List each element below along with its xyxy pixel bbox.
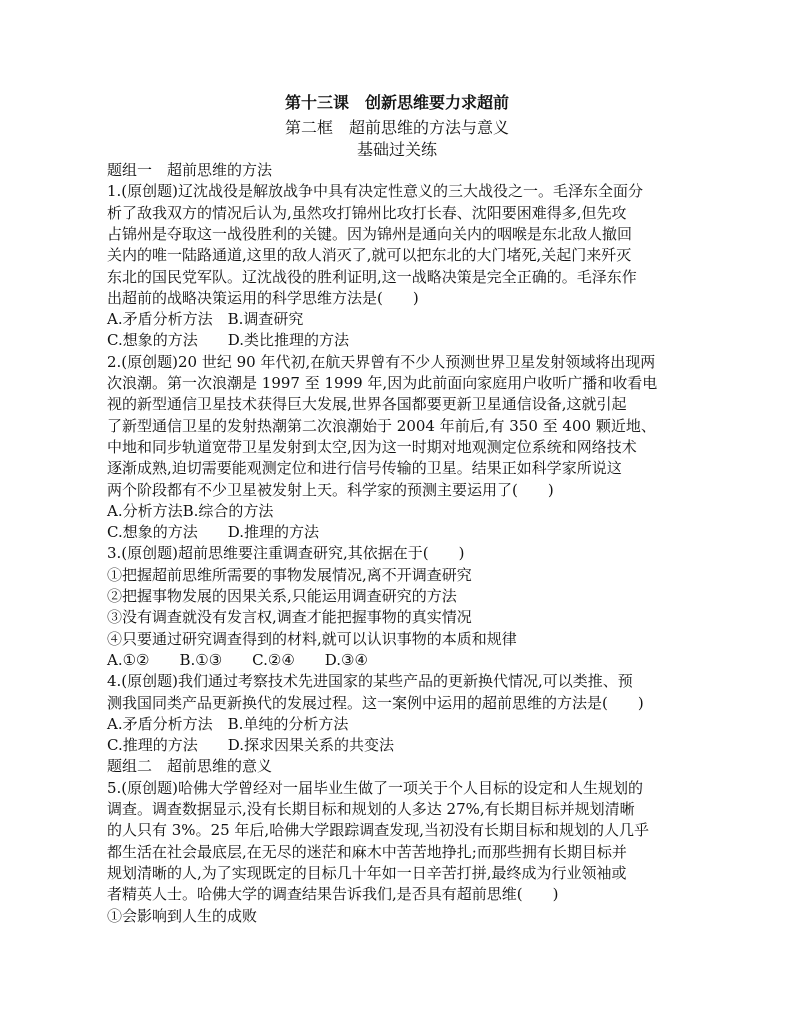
text-line: 题组一 超前思维的方法 bbox=[107, 161, 273, 179]
text-line: 中地和同步轨道宽带卫星发射到太空,因为这一时期对地观测定位系统和网络技术 bbox=[107, 437, 637, 456]
text-line: 视的新型通信卫星技术获得巨大发展,世界各国都要更新卫星通信设备,这就引起 bbox=[107, 395, 627, 414]
text-line: ③没有调查就没有发言权,调查才能把握事物的真实情况 bbox=[107, 608, 472, 627]
text-line: 了新型通信卫星的发射热潮第二次浪潮始于 2004 年前后,有 350 至 400 颗近地、 bbox=[107, 416, 656, 435]
text-line: 测我国同类产品更新换代的发展过程。这一案例中运用的超前思维的方法是( ) bbox=[107, 693, 644, 712]
frame-title: 第二框 超前思维的方法与意义 bbox=[284, 118, 509, 137]
text-line: 1.(原创题)辽沈战役是解放战争中具有决定性意义的三大战役之一。毛泽东全面分 bbox=[107, 182, 644, 201]
text-line: 2.(原创题)20 世纪 90 年代初,在航天界曾有不少人预测世界卫星发射领域将出现两 bbox=[107, 352, 656, 371]
text-line: 题组二 超前思维的意义 bbox=[107, 757, 273, 776]
text-line: 两个阶段都有不少卫星被发射上天。科学家的预测主要运用了( ) bbox=[107, 480, 554, 499]
lesson-title: 第十三课 创新思维要力求超前 bbox=[284, 93, 509, 112]
text-line: A.矛盾分析方法 B.单纯的分析方法 bbox=[107, 714, 349, 733]
text-line: 5.(原创题)哈佛大学曾经对一届毕业生做了一项关于个人目标的设定和人生规划的 bbox=[107, 778, 644, 797]
text-line: 者精英人士。哈佛大学的调查结果告诉我们,是否具有超前思维( ) bbox=[107, 885, 559, 904]
text-line: 都生活在社会最底层,在无尽的迷茫和麻木中苦苦地挣扎;而那些拥有长期目标并 bbox=[107, 842, 627, 861]
text-line: 析了敌我双方的情况后认为,虽然攻打锦州比攻打长春、沈阳要困难得多,但先攻 bbox=[107, 203, 627, 222]
text-line: 4.(原创题)我们通过考察技术先进国家的某些产品的更新换代情况,可以类推、预 bbox=[107, 672, 633, 691]
text-line: 逐渐成熟,迫切需要能观测定位和进行信号传输的卫星。结果正如科学家所说这 bbox=[107, 459, 622, 478]
text-line: ①会影响到人生的成败 bbox=[107, 906, 258, 925]
text-line: 东北的国民党军队。辽沈战役的胜利证明,这一战略决策是完全正确的。毛泽东作 bbox=[107, 267, 637, 286]
text-line: ②把握事物发展的因果关系,只能运用调查研究的方法 bbox=[107, 587, 457, 605]
section-subtitle: 基础过关练 bbox=[356, 140, 437, 159]
text-line: A.矛盾分析方法 B.调查研究 bbox=[107, 310, 304, 329]
text-line: 次浪潮。第一次浪潮是 1997 至 1999 年,因为此前面向家庭用户收听广播和收看电 bbox=[107, 374, 658, 392]
text-line: C.想象的方法 D.推理的方法 bbox=[107, 523, 319, 542]
text-line: ①把握超前思维所需要的事物发展情况,离不开调查研究 bbox=[107, 565, 472, 584]
text-line: A.①② B.①③ C.②④ D.③④ bbox=[107, 650, 368, 669]
text-line: C.想象的方法 D.类比推理的方法 bbox=[107, 331, 349, 350]
text-line: 的人只有 3%。25 年后,哈佛大学跟踪调查发现,当初没有长期目标和规划的人几乎 bbox=[107, 821, 649, 840]
text-line: ④只要通过研究调查得到的材料,就可以认识事物的本质和规律 bbox=[107, 629, 517, 648]
text-line: 出超前的战略决策运用的科学思维方法是( ) bbox=[107, 288, 419, 307]
text-line: 3.(原创题)超前思维要注重调查研究,其依据在于( ) bbox=[107, 544, 465, 563]
text-line: 占锦州是夺取这一战役胜利的关键。因为锦州是通向关内的咽喉是东北敌人撤回 bbox=[107, 224, 633, 243]
text-line: C.推理的方法 D.探求因果关系的共变法 bbox=[107, 736, 394, 755]
text-line: A.分析方法B.综合的方法 bbox=[107, 501, 274, 520]
text-line: 规划清晰的人,为了实现既定的目标几十年如一日辛苦打拼,最终成为行业领袖或 bbox=[107, 863, 627, 882]
text-line: 调查。调查数据显示,没有长期目标和规划的人多达 27%,有长期目标并规划清晰 bbox=[107, 800, 635, 818]
text-line: 关内的唯一陆路通道,这里的敌人消灭了,就可以把东北的大门堵死,关起门来歼灭 bbox=[107, 246, 632, 265]
